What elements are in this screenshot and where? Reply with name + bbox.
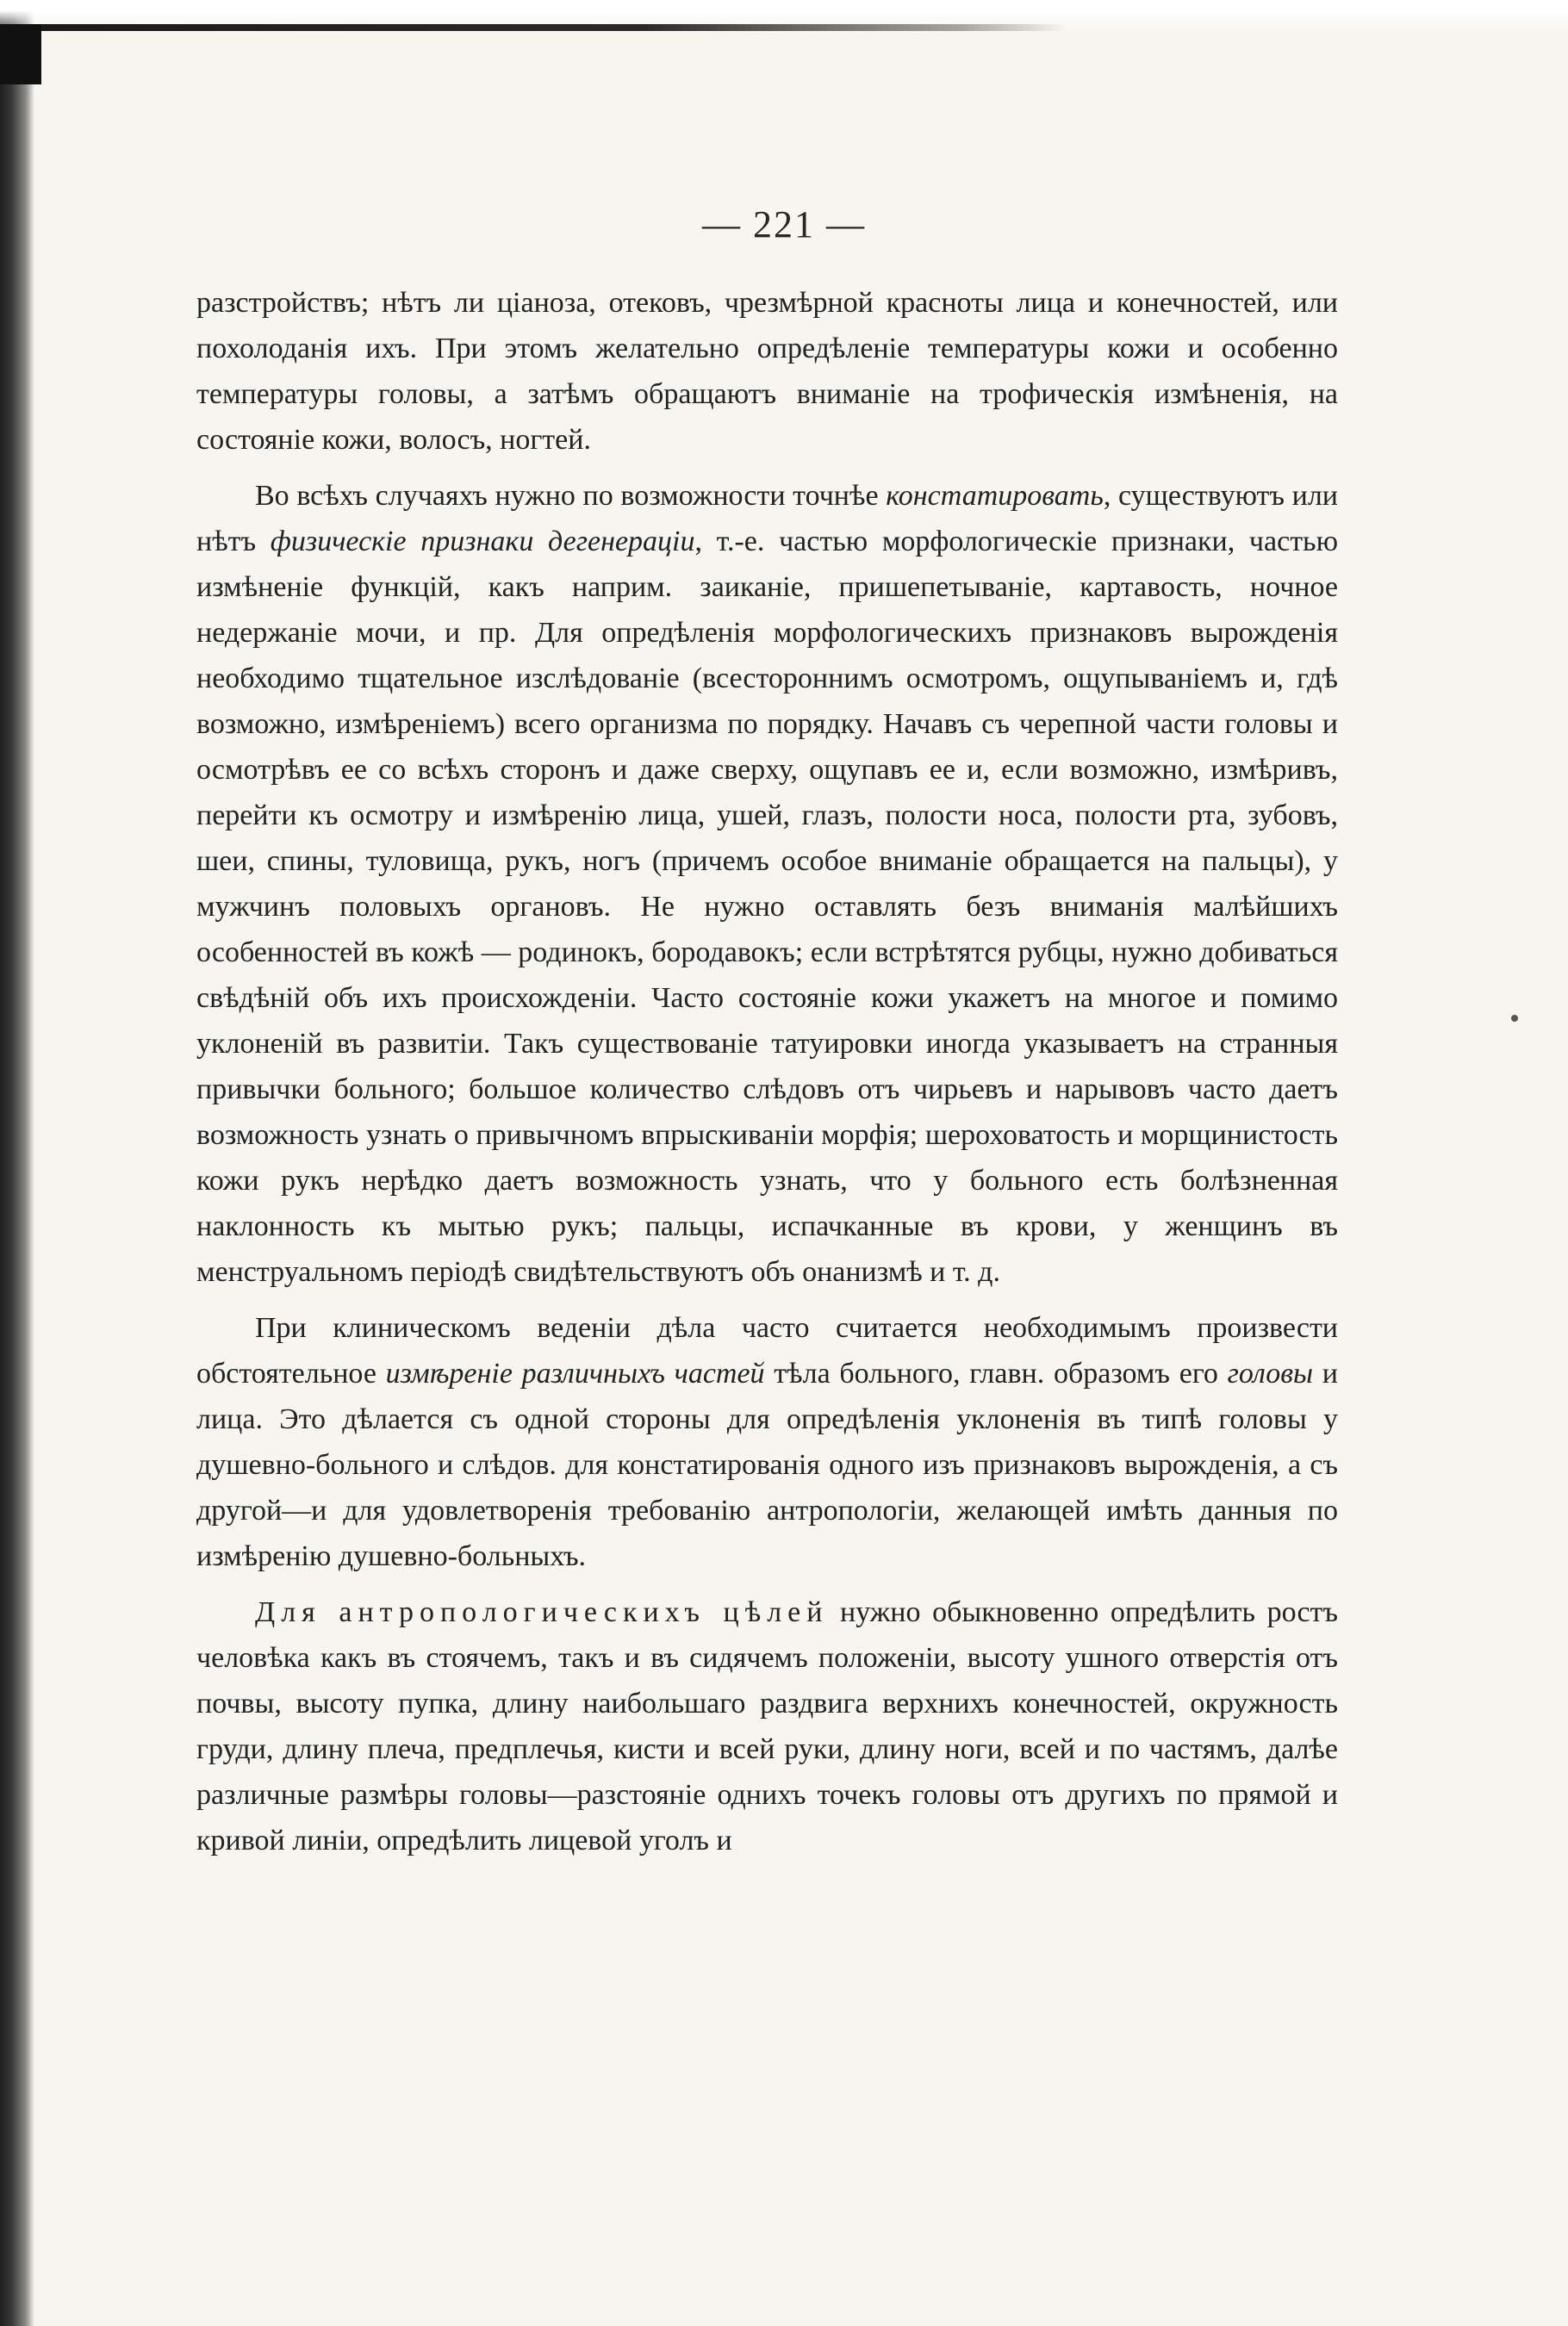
text-run: При клиническомъ веденіи дѣла часто считается необходимымъ произвести обстоятельное (196, 1312, 1338, 1390)
page-number: — 221 — (702, 203, 866, 246)
paragraph (196, 473, 1338, 1295)
text-run: , т.-е. частью морфологическіе признаки, частью измѣненіе функцій, какъ наприм. заиканіе, пришепетываніе, картавость, ночное недержаніе мочи, и пр. Для опредѣленія морфологическихъ признаковъ вырожденія необходимо тщательное изслѣдованіе (всестороннимъ осмотромъ, ощупываніемъ и, гдѣ возможно, измѣреніемъ) всего организма по порядку. Начавъ съ черепной части головы и осмотрѣвъ ее со всѣхъ сторонъ и даже сверху, ощупавъ ее и, если возможно, измѣривъ, перейти къ осмотру и измѣренію лица, ушей, глазъ, полости носа, полости рта, зубовъ, шеи, спины, туловища, рукъ, ногъ (причемъ особое вниманіе обращается на пальцы), у мужчинъ половыхъ органовъ. Не нужно оставлять безъ вниманія малѣйшихъ особенностей въ кожѣ — родинокъ, бородавокъ; если встрѣтятся рубцы, нужно добиваться свѣдѣній объ ихъ происхожденіи. Часто состояніе кожи укажетъ на многое и помимо уклоненій въ развитіи. Такъ существованіе татуировки иногда указываетъ на странныя привычки больного; большое количество слѣдовъ отъ чирьевъ и нарывовъ часто даетъ возможность узнать о привычномъ впрыскиваніи морфія; шероховатость и морщинистость кожи рукъ нерѣдко даетъ возможность узнать, что у больного есть болѣзненная наклонность къ мытью рукъ; пальцы, испачканные въ крови, у женщинъ въ менструальномъ періодѣ свидѣтельствуютъ объ онанизмѣ и т. д. (196, 526, 1338, 1288)
body-text (196, 280, 1338, 1863)
emphasis: физическіе признаки дегенераціи (270, 526, 695, 557)
stray-mark (1511, 1015, 1518, 1022)
paragraph (196, 280, 1338, 463)
text-run: Во всѣхъ случаяхъ нужно по возможности точнѣе (255, 480, 887, 512)
emphasis: констатировать (886, 480, 1104, 512)
binding-shadow (0, 0, 34, 2326)
corner-shadow (0, 24, 41, 84)
paragraph (196, 1305, 1338, 1579)
text-run: и лица. Это дѣлается съ одной стороны для опредѣленія уклоненія въ типѣ головы у душевно-больного и слѣдов. для констатированія одного изъ признаковъ вырожденія, а съ другой—и для удовлетворенія требованію антропологіи, желающей имѣть данныя по измѣренію душевно-больныхъ. (196, 1358, 1339, 1572)
top-scan-edge (0, 24, 1068, 31)
text-run: , существуютъ или нѣтъ (196, 480, 1338, 557)
emphasis: измѣреніе различныхъ частей (385, 1358, 765, 1390)
spaced-emphasis: Для антропологическихъ цѣлей (255, 1596, 829, 1628)
text-run: нужно обыкновенно опредѣлить ростъ человѣка какъ въ стоячемъ, такъ и въ сидячемъ положеніи, высоту ушного отверстія отъ почвы, высоту пупка, длину наибольшаго раздвига верхнихъ конечностей, окружность груди, длину плеча, предплечья, кисти и всей руки, длину ноги, всей и по частямъ, далѣе различные размѣры головы—разстояніе однихъ точекъ головы отъ другихъ по прямой и кривой линіи, опредѣлить лицевой уголъ и (196, 1596, 1338, 1856)
text-run: разстройствъ; нѣтъ ли ціаноза, отековъ, чрезмѣрной красноты лица и конечностей, или похолоданія ихъ. При этомъ желательно опредѣленіе температуры кожи и особенно температуры головы, а затѣмъ обращаютъ вниманіе на трофическія измѣненія, на состояніе кожи, волосъ, ногтей. (196, 287, 1338, 456)
text-run: тѣла больного, главн. образомъ его (764, 1358, 1228, 1390)
emphasis: головы (1227, 1358, 1314, 1390)
paragraph (196, 1589, 1338, 1863)
